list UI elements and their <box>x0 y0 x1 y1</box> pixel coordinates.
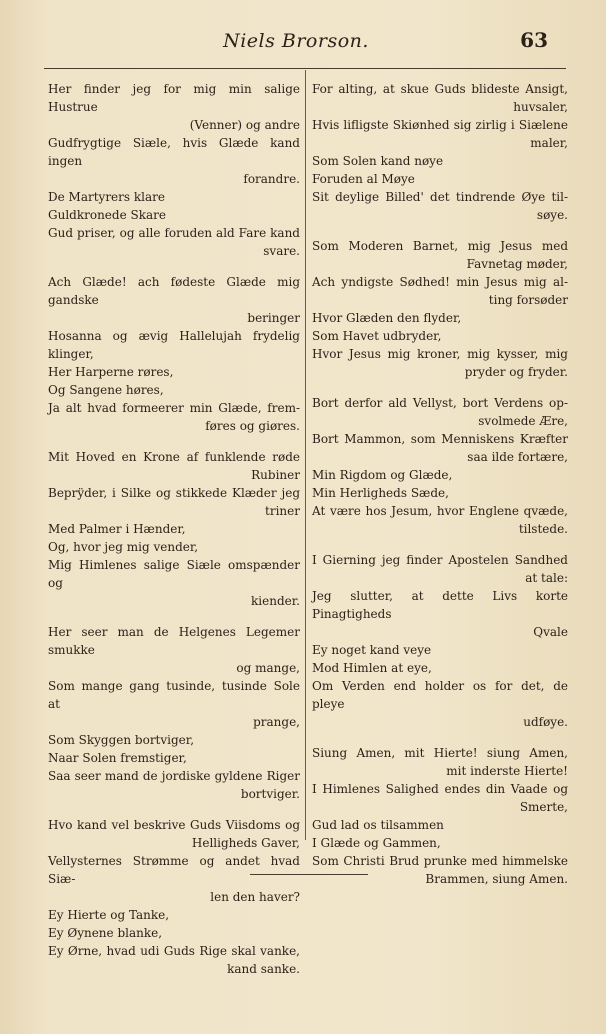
verse-line <box>312 430 568 466</box>
verse-line <box>312 170 568 188</box>
verse-line-continuation: Helligheds Gaver, <box>191 836 300 850</box>
verse-line <box>312 502 568 538</box>
verse-line-text: Og, hvor jeg mig vender, <box>48 540 199 554</box>
verse-line-text: Mod Himlen at eye, <box>312 661 432 675</box>
verse-line-text: Om Verden end holder os for det, de pleye <box>312 679 568 711</box>
verse-line-text: Siung Amen, mit Hierte! siung Amen, <box>312 746 568 760</box>
verse-line <box>48 448 300 484</box>
verse-line <box>312 273 568 309</box>
verse-line-continuation: udføye. <box>523 715 568 729</box>
verse-line <box>48 538 300 556</box>
verse-line-text: Som Skyggen bortviger, <box>48 733 195 747</box>
verse-line-text: Med Palmer i Hænder, <box>48 522 186 536</box>
verse-line-text: Hosanna og ævig Hallelujah frydelig klinger, <box>48 329 300 361</box>
verse-line-continuation: kand sanke. <box>227 962 300 976</box>
header-rule <box>44 68 566 69</box>
verse-line-text: For alting, at skue Guds blideste Ansigt, <box>312 82 568 96</box>
verse-line <box>48 852 300 906</box>
verse-line <box>312 852 568 888</box>
verse-line-text: Her seer man de Helgenes Legemer smukke <box>48 625 300 657</box>
verse-line-continuation: (Venner) og andre <box>189 118 300 132</box>
verse-line-continuation: tilstede. <box>518 522 568 536</box>
verse-line-continuation: huvsaler, <box>513 100 568 114</box>
verse-line <box>48 327 300 363</box>
verse-line <box>312 587 568 641</box>
verse-line-continuation: prange, <box>253 715 300 729</box>
verse-line <box>48 556 300 610</box>
verse-line-text: Bort derfor ald Vellyst, bort Verdens op- <box>312 396 568 410</box>
verse-line <box>312 780 568 816</box>
verse-line-text: Og Sangene høres, <box>48 383 164 397</box>
verse-line-text: Vellysternes Strømme og andet hvad Siæ- <box>48 854 300 886</box>
verse-line-continuation: bortviger. <box>240 787 300 801</box>
verse-line-continuation: søye. <box>536 208 568 222</box>
verse-line-text: Som Christi Brud prunke med himmelske <box>312 854 568 868</box>
verse-line <box>48 80 300 134</box>
stanza <box>48 816 300 978</box>
verse-line <box>48 942 300 978</box>
verse-line-continuation: at tale: <box>525 571 568 585</box>
verse-line-text: Min Herligheds Sæde, <box>312 486 449 500</box>
verse-line-text: Beprÿder, i Silke og stikkede Klæder jeg <box>48 486 300 500</box>
verse-line-text: I Himlenes Salighed endes din Vaade og <box>312 782 568 796</box>
verse-line-text: Her finder jeg for mig min salige Hustrue <box>48 82 300 114</box>
left-column <box>48 80 300 991</box>
stanza <box>312 744 568 888</box>
verse-line <box>312 816 568 834</box>
stanza <box>48 273 300 435</box>
stanza <box>48 80 300 260</box>
running-header <box>44 26 548 60</box>
stanza <box>48 623 300 803</box>
verse-line-continuation: Qvale <box>533 625 568 639</box>
verse-line <box>48 623 300 677</box>
verse-line-text: Gud lad os tilsammen <box>312 818 444 832</box>
verse-line <box>312 237 568 273</box>
verse-line-continuation: saa ilde fortære, <box>467 450 568 464</box>
verse-line-text: Som mange gang tusinde, tusinde Sole at <box>48 679 300 711</box>
verse-line <box>48 399 300 435</box>
verse-line-text: Ey noget kand veye <box>312 643 432 657</box>
verse-line-text: Hvo kand vel beskrive Guds Viisdoms og <box>48 818 300 832</box>
verse-line-text: Hvor Jesus mig kroner, mig kysser, mig <box>312 347 568 361</box>
verse-line-text: Ach Glæde! ach fødeste Glæde mig gandske <box>48 275 300 307</box>
verse-line-text: Ey Ørne, hvad udi Guds Rige skal vanke, <box>48 944 300 958</box>
verse-line-text: Ja alt hvad formeerer min Glæde, frem- <box>48 401 300 415</box>
running-title: Niels Brorson. <box>223 30 369 52</box>
verse-line <box>48 363 300 381</box>
verse-line-text: I Glæde og Gammen, <box>312 836 441 850</box>
verse-line-continuation: beringer <box>247 311 300 325</box>
verse-line-text: Min Rigdom og Glæde, <box>312 468 453 482</box>
verse-line <box>48 906 300 924</box>
verse-line-continuation: svare. <box>263 244 300 258</box>
verse-line-text: Som Havet udbryder, <box>312 329 442 343</box>
verse-line-text: Bort Mammon, som Menniskens Kræfter <box>312 432 568 446</box>
verse-line <box>48 273 300 327</box>
verse-line <box>48 520 300 538</box>
verse-line <box>312 309 568 327</box>
verse-line-continuation: ting forsøder <box>488 293 568 307</box>
stanza <box>312 237 568 381</box>
verse-line <box>312 188 568 224</box>
verse-line <box>312 394 568 430</box>
verse-line-text: Foruden al Møye <box>312 172 415 186</box>
verse-line <box>48 731 300 749</box>
verse-line-text: Ey Hierte og Tanke, <box>48 908 170 922</box>
stanza <box>48 448 300 610</box>
verse-line <box>48 188 300 206</box>
verse-line <box>312 659 568 677</box>
verse-line <box>312 641 568 659</box>
verse-line-text: Mig Himlenes salige Siæle omspænder og <box>48 558 300 590</box>
verse-line-continuation: Brammen, siung Amen. <box>425 872 568 886</box>
verse-line-text: I Gierning jeg finder Apostelen Sandhed <box>312 553 568 567</box>
verse-line <box>48 224 300 260</box>
verse-line-text: Som Solen kand nøye <box>312 154 444 168</box>
verse-line <box>48 206 300 224</box>
verse-line-text: Gudfrygtige Siæle, hvis Glæde kand ingen <box>48 136 300 168</box>
verse-line-text: Saa seer mand de jordiske gyldene Riger <box>48 769 300 783</box>
verse-line-text: Guldkronede Skare <box>48 208 166 222</box>
right-column <box>312 80 568 901</box>
verse-line-text: Hvor Glæden den flyder, <box>312 311 462 325</box>
verse-line-text: Som Moderen Barnet, mig Jesus med <box>312 239 568 253</box>
verse-line <box>312 744 568 780</box>
verse-line-text: Naar Solen fremstiger, <box>48 751 187 765</box>
verse-line-text: Ach yndigste Sødhed! min Jesus mig al- <box>312 275 568 289</box>
verse-line <box>312 677 568 731</box>
verse-line <box>48 924 300 942</box>
verse-line-text: Jeg slutter, at dette Livs korte Pinagtigheds <box>312 589 568 621</box>
verse-line <box>312 152 568 170</box>
verse-line-text: Hvis lifligste Skiønhed sig zirlig i Siælene <box>312 118 568 132</box>
verse-line <box>312 327 568 345</box>
verse-line-continuation: Smerte, <box>519 800 568 814</box>
verse-line-text: Her Harperne røres, <box>48 365 174 379</box>
verse-line-continuation: forandre. <box>243 172 300 186</box>
verse-line <box>48 134 300 188</box>
verse-line <box>48 677 300 731</box>
verse-line-continuation: maler, <box>530 136 568 150</box>
verse-line <box>48 749 300 767</box>
verse-line-text: At være hos Jesum, hvor Englene qvæde, <box>312 504 568 518</box>
verse-line <box>312 484 568 502</box>
stanza <box>312 80 568 224</box>
verse-line-text: Sit deylige Billed' det tindrende Øye til- <box>312 190 568 204</box>
verse-line <box>48 767 300 803</box>
verse-line-continuation: Rubiner <box>251 468 300 482</box>
verse-line <box>312 466 568 484</box>
column-separator <box>305 70 306 840</box>
verse-line-continuation: kiender. <box>251 594 300 608</box>
verse-line <box>312 345 568 381</box>
stanza <box>312 551 568 731</box>
stanza <box>312 394 568 538</box>
verse-line <box>312 116 568 152</box>
verse-line-continuation: pryder og fryder. <box>464 365 568 379</box>
end-rule <box>250 874 368 875</box>
verse-line <box>312 551 568 587</box>
verse-line-continuation: len den haver? <box>210 890 300 904</box>
verse-line-continuation: Favnetag møder, <box>466 257 568 271</box>
verse-line-text: Ey Øynene blanke, <box>48 926 163 940</box>
verse-line-continuation: føres og giøres. <box>205 419 300 433</box>
verse-line-continuation: og mange, <box>236 661 300 675</box>
verse-line-continuation: triner <box>265 504 300 518</box>
verse-line <box>48 484 300 520</box>
verse-line <box>312 80 568 116</box>
verse-line <box>48 381 300 399</box>
verse-line-continuation: svolmede Ære, <box>478 414 568 428</box>
verse-line-text: Gud priser, og alle foruden ald Fare kand <box>48 226 300 240</box>
verse-line-text: Mit Hoved en Krone af funklende røde <box>48 450 300 464</box>
verse-line <box>48 816 300 852</box>
verse-line <box>312 834 568 852</box>
verse-line-text: De Martyrers klare <box>48 190 165 204</box>
page-number: 63 <box>520 28 548 52</box>
verse-line-continuation: mit inderste Hierte! <box>446 764 568 778</box>
